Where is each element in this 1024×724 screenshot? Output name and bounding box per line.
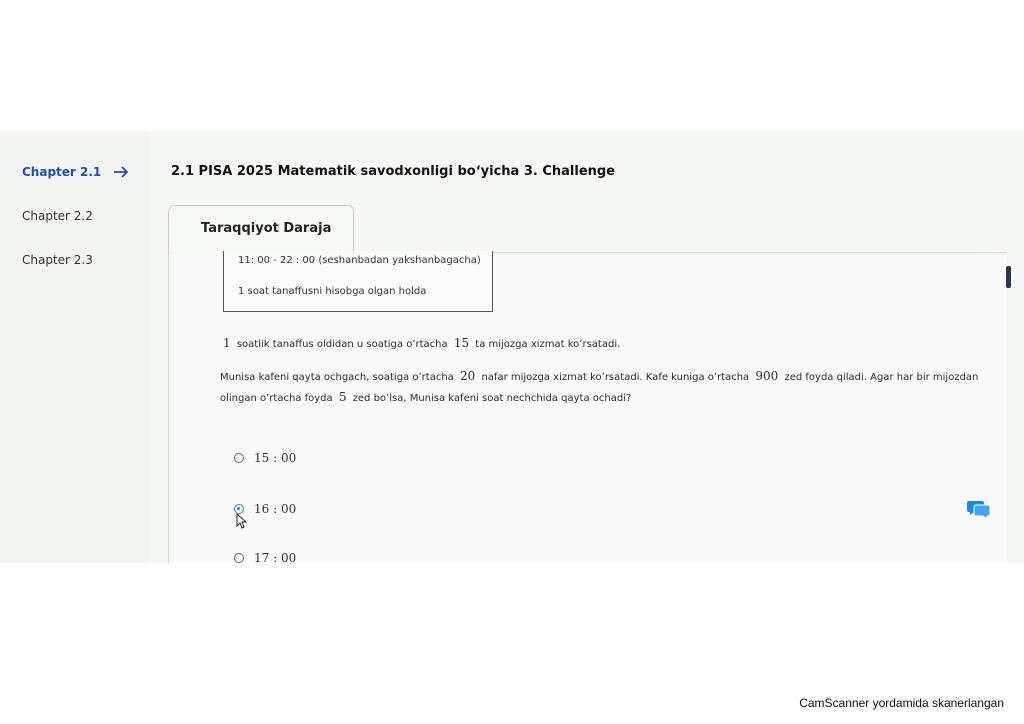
answer-option-1[interactable] <box>234 451 296 465</box>
arrow-right-icon <box>113 166 129 178</box>
option-label: 16 : 00 <box>254 502 297 516</box>
sidebar-item-chapter-2-2[interactable] <box>22 209 93 223</box>
answer-option-3[interactable] <box>234 553 296 563</box>
chat-bubble-icon[interactable] <box>967 499 991 521</box>
question-line-1: 1 soatlik tanaffus oldidan u soatiga oʼrtacha 15 ta mijozga xizmat koʼrsatadi. <box>223 336 621 350</box>
radio-button[interactable] <box>234 453 244 463</box>
sidebar-item-label: Chapter 2.1 <box>22 165 102 179</box>
info-break: 1 soat tanaffusni hisobga olgan holda <box>238 286 427 297</box>
sidebar-item-chapter-2-3[interactable] <box>22 253 93 267</box>
radio-button[interactable] <box>234 553 244 563</box>
info-hours: 11: 00 - 22 : 00 (seshanbadan yakshanbagacha) <box>238 255 481 266</box>
question-line-2: Munisa kafeni qayta ochgach, soatiga oʼrtacha 20 nafar mijozga xizmat koʼrsatadi. Kafe kuniga oʼrtacha 900 zed foyda qiladi. Agar har bir mijozdan <box>220 369 979 383</box>
question-line-3: olingan oʼrtacha foyda 5 zed boʼlsa, Munisa kafeni soat nechchida qayta ochadi? <box>220 390 632 404</box>
option-label: 17 : 00 <box>254 553 297 563</box>
scrollbar-thumb[interactable] <box>1006 266 1011 288</box>
mouse-pointer-icon <box>236 513 248 529</box>
sidebar-item-chapter-2-1[interactable] <box>22 165 129 179</box>
sidebar <box>0 131 150 563</box>
info-box <box>223 251 493 312</box>
option-label: 15 : 00 <box>254 451 297 465</box>
tab-taraqqiyot-daraja[interactable] <box>168 205 354 254</box>
tab-label: Taraqqiyot Daraja <box>201 221 332 236</box>
scanner-watermark: CamScanner yordamida skanerlangan <box>799 696 1004 710</box>
sidebar-item-label: Chapter 2.3 <box>22 253 93 267</box>
page-title: 2.1 PISA 2025 Matematik savodxonligi boʻyicha 3. Challenge <box>171 164 616 179</box>
sidebar-item-label: Chapter 2.2 <box>22 209 93 223</box>
